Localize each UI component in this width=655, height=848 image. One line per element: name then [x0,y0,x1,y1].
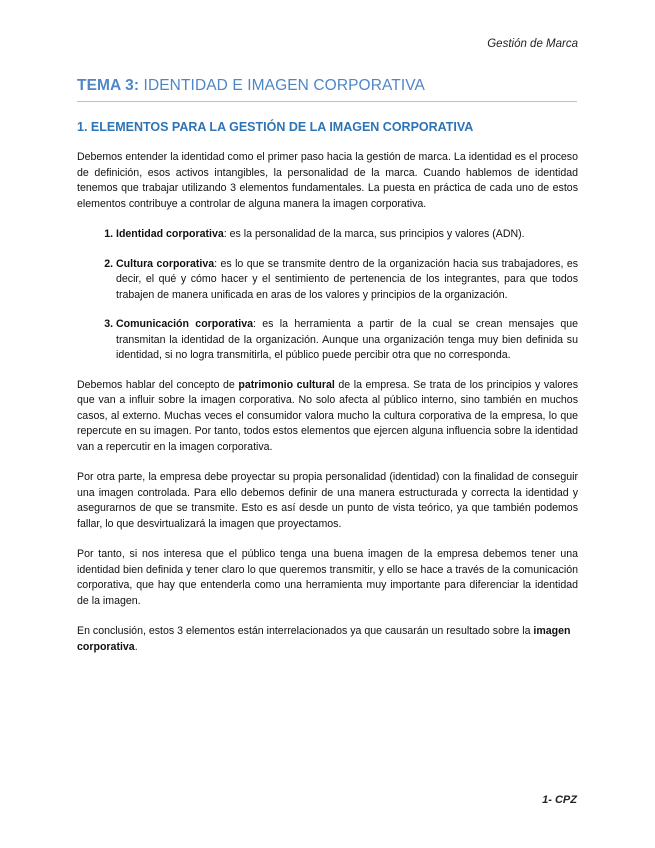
list-item-term: Comunicación corporativa [116,318,254,330]
text-run: de la empresa. Se trata de los principios y valores que van a influir sobre la imagen corporativa. No solo afecta al público interno, sino también en muchos casos, al externo. Muchas veces el consumidor valora mucho la cultura corporativa de la empresa, lo que repercute en su imagen. Por tanto, todos estos elementos que ejercen alguna influencia sobre la identidad van a repercutir en la imagen corporativa. [77,378,578,453]
list-item [116,227,578,243]
title-prefix: TEMA 3: [77,77,140,94]
list-item-text: : es lo que se transmite dentro de la organización hacia sus trabajadores, es decir, el qué y cómo hacer y el sentimiento de pertenencia de los integrantes, para que todos trabajen de manera unificada en aras de los valores y principios de la organización. [116,257,579,301]
page-title [77,77,577,95]
section-heading: 1. ELEMENTOS PARA LA GESTIÓN DE LA IMAGEN CORPORATIVA [77,120,474,134]
intro-paragraph: Debemos entender la identidad como el primer paso hacia la gestión de marca. La identidad es el proceso de definición, esos activos intangibles, la personalidad de la marca. Cuando hablemos de identidad tenemos que trabajar utilizando 3 elementos fundamentales. La puesta en práctica de cada uno de estos elementos contribuye a controlar de alguna manera la imagen corporativa. [77,151,578,210]
conclusion-paragraph [77,624,578,655]
list-item-text: : es la herramienta a partir de la cual se crean mensajes que transmitan la identidad de la organización. Aunque una organización tenga muy bien definida su identidad, si no logra transmitirla, el público puede percibir otra que no corresponda. [116,318,578,361]
page-footer: 1- CPZ [542,794,577,806]
list-item [116,317,578,364]
title-text: IDENTIDAD E IMAGEN CORPORATIVA [139,77,425,94]
list-item-term: Identidad corporativa [116,228,224,240]
elements-list [77,227,578,364]
list-item-term: Cultura corporativa [116,257,215,270]
personalidad-paragraph: Por otra parte, la empresa debe proyectar su propia personalidad (identidad) con la finalidad de conseguir una imagen controlada. Para ello debemos definir de una manera estructurada y correcta la identidad y asegurarnos de que se transmite. Esto es así desde un punto de vista teórico, ya que también podemos fallar, lo que desvirtualizará la imagen que proyectamos. [77,471,578,530]
text-run: Debemos hablar del concepto de [77,378,239,391]
running-header: Gestión de Marca [487,38,578,50]
title-divider [77,101,577,102]
bold-term: imagen corporativa [77,625,571,653]
patrimonio-paragraph [77,378,578,456]
bold-term: patrimonio cultural [238,378,335,391]
list-item [116,257,578,304]
text-run: . [134,640,138,653]
por-tanto-paragraph: Por tanto, si nos interesa que el público tenga una buena imagen de la empresa debemos tener una identidad bien definida y tener claro lo que queremos transmitir, y ello se hace a través de la comunicación corporativa, que hay que entenderla como una herramienta muy importante para diferenciar la identidad de la imagen. [77,548,578,607]
list-item-text: : es la personalidad de la marca, sus principios y valores (ADN). [223,228,525,240]
body-content [77,150,578,670]
text-run: En conclusión, estos 3 elementos están interrelacionados ya que causarán un resultado sobre la [77,625,534,637]
